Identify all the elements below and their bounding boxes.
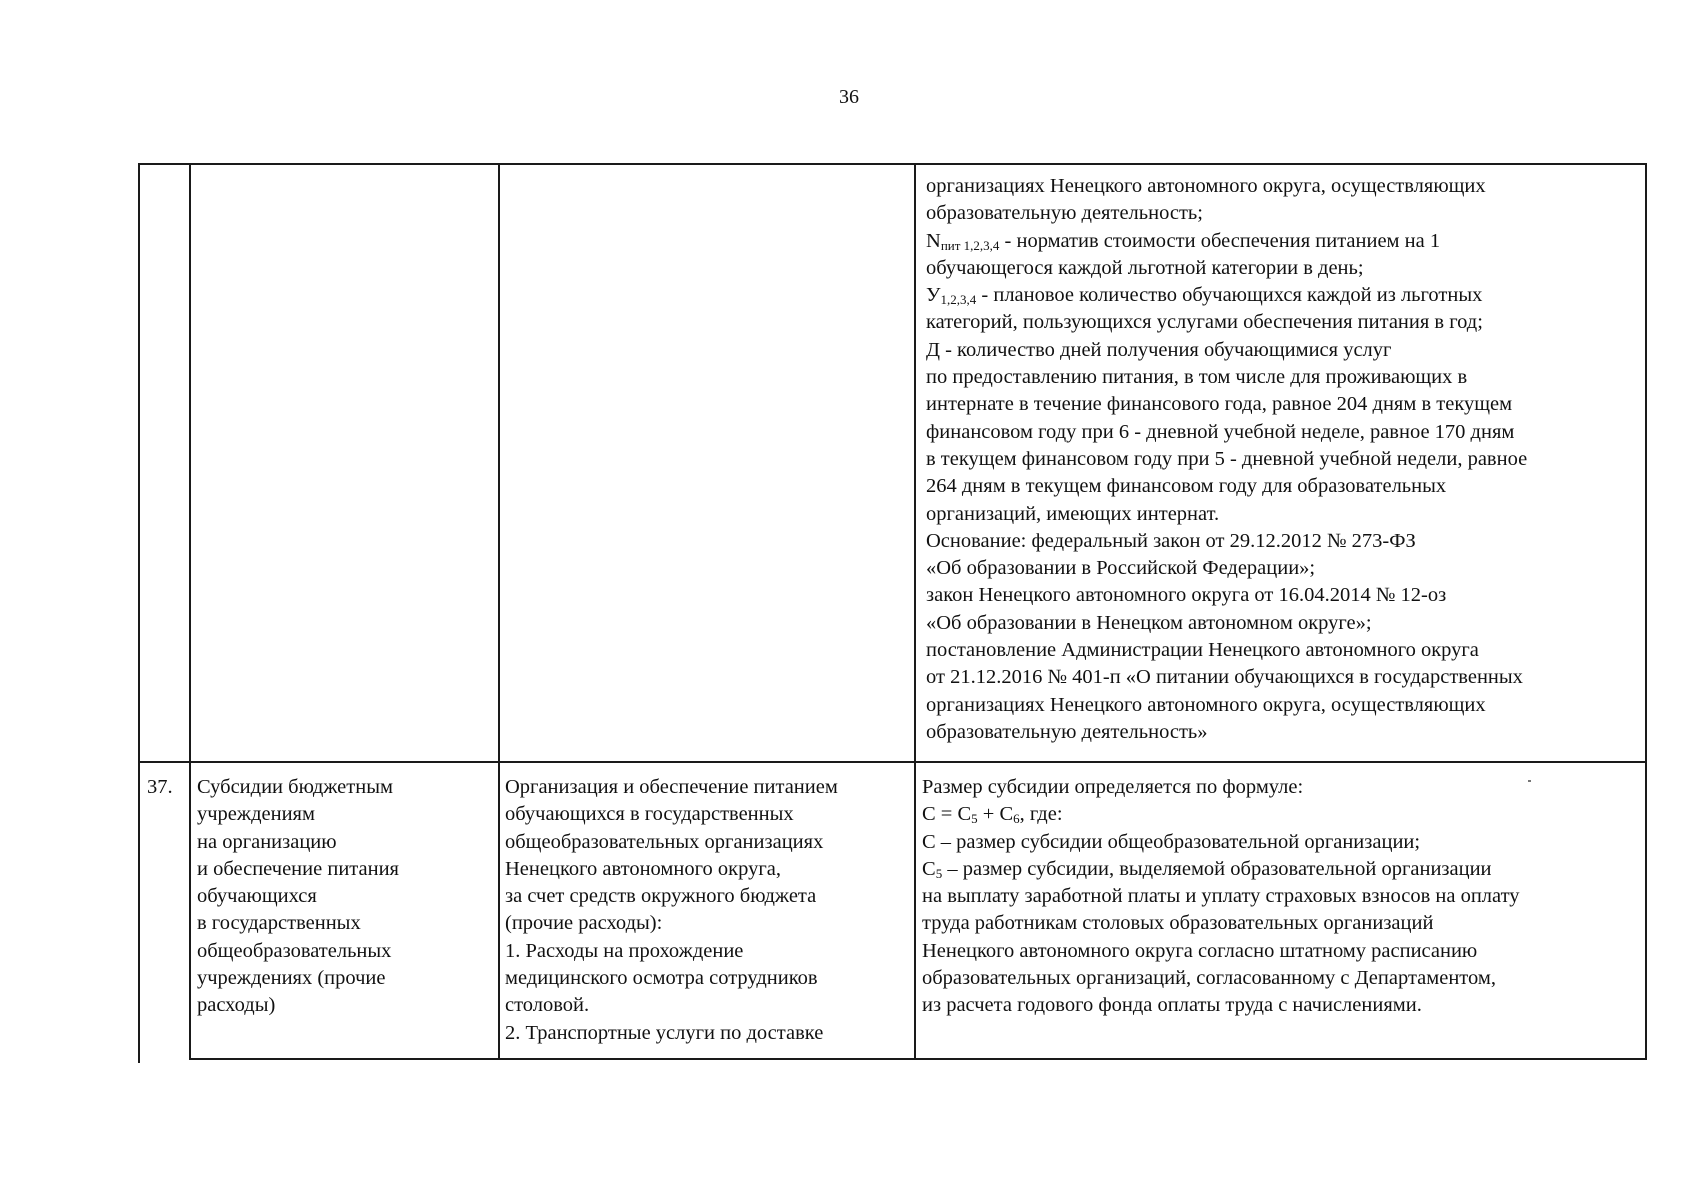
text-line: по предоставлению питания, в том числе для проживающих в bbox=[926, 366, 1468, 389]
text-line: организациях Ненецкого автономного округа, осуществляющих bbox=[926, 693, 1486, 716]
text-line: в текущем финансовом году при 5 - дневной учебной недели, равное bbox=[926, 447, 1528, 470]
text-line: организаций, имеющих интернат. bbox=[926, 502, 1220, 525]
text-line: в государственных bbox=[197, 912, 361, 935]
text-line: Организация и обеспечение питанием bbox=[505, 776, 838, 798]
column-rule bbox=[914, 163, 916, 1060]
text-line bbox=[922, 801, 1520, 828]
text-line: на выплату заработной платы и уплату страховых взносов на оплату bbox=[922, 885, 1520, 908]
row-purpose-cell bbox=[505, 774, 838, 1047]
text-line: (прочие расходы): bbox=[505, 912, 663, 935]
text-line: Субсидии бюджетным bbox=[197, 776, 393, 798]
text-line: образовательную деятельность» bbox=[926, 720, 1208, 743]
text-line: 264 дням в текущем финансовом году для образовательных bbox=[926, 475, 1447, 498]
text-line: обучающегося каждой льготной категории в день; bbox=[926, 256, 1364, 279]
text-line: общеобразовательных bbox=[197, 939, 392, 962]
text-line: общеобразовательных организациях bbox=[505, 830, 824, 853]
text-part: - норматив стоимости обеспечения питанием на 1 bbox=[999, 229, 1441, 252]
text-line: от 21.12.2016 № 401-п «О питании обучающихся в государственных bbox=[926, 666, 1523, 689]
text-line: категорий, пользующихся услугами обеспечения питания в год; bbox=[926, 311, 1483, 334]
text-line bbox=[922, 856, 1520, 883]
text-line: столовой. bbox=[505, 994, 590, 1017]
text-line: образовательных организаций, согласованному с Департаментом, bbox=[922, 967, 1496, 990]
text-line bbox=[926, 228, 1527, 255]
text-line: на организацию bbox=[197, 830, 337, 853]
text-line: за счет средств окружного бюджета bbox=[505, 885, 817, 908]
text-part: – размер субсидии, выделяемой образовательной организации bbox=[942, 857, 1492, 880]
text-line: закон Ненецкого автономного округа от 16.04.2014 № 12-оз bbox=[926, 584, 1447, 607]
text-part: + С bbox=[977, 803, 1014, 826]
text-line: Ненецкого автономного округа согласно штатному расписанию bbox=[922, 939, 1478, 962]
subscript: 5 bbox=[971, 811, 978, 827]
subscript: 1,2,3,4 bbox=[940, 292, 977, 308]
text-part: - плановое количество обучающихся каждой из льготных bbox=[976, 284, 1483, 307]
row-basis-cell bbox=[922, 774, 1520, 1020]
text-line: 1. Расходы на прохождение bbox=[505, 939, 744, 962]
table-right-border bbox=[1645, 163, 1647, 1060]
column-rule bbox=[138, 163, 140, 1063]
text-part: С bbox=[922, 857, 936, 880]
text-line: интернате в течение финансового года, равное 204 дням в текущем bbox=[926, 393, 1513, 416]
text-line: Д - количество дней получения обучающимися услуг bbox=[926, 338, 1392, 361]
subscript: 5 bbox=[935, 865, 943, 881]
table-bottom-border bbox=[189, 1058, 1647, 1060]
text-line: финансовом году при 6 - дневной учебной неделе, равное 170 дням bbox=[926, 420, 1515, 443]
text-line bbox=[926, 282, 1527, 309]
row-number: 37. bbox=[147, 776, 173, 798]
text-line: Размер субсидии определяется по формуле: bbox=[922, 776, 1304, 798]
text-line: обучающихся в государственных bbox=[505, 803, 794, 826]
column-rule bbox=[189, 163, 191, 1060]
text-line: постановление Администрации Ненецкого автономного округа bbox=[926, 639, 1479, 662]
text-line: С – размер субсидии общеобразовательной организации; bbox=[922, 830, 1421, 853]
continued-basis-cell bbox=[926, 173, 1527, 746]
text-line: из расчета годового фонда оплаты труда с начислениями. bbox=[922, 994, 1422, 1017]
text-part: С = С bbox=[922, 803, 972, 826]
text-line: и обеспечение питания bbox=[197, 857, 399, 880]
column-rule bbox=[498, 163, 500, 1060]
table-top-border bbox=[138, 163, 1647, 165]
text-line: Ненецкого автономного округа, bbox=[505, 857, 781, 880]
text-line: учреждениям bbox=[197, 803, 315, 826]
text-line: медицинского осмотра сотрудников bbox=[505, 967, 818, 990]
text-line: «Об образовании в Российской Федерации»; bbox=[926, 557, 1316, 580]
text-line: образовательную деятельность; bbox=[926, 202, 1203, 225]
subscript: пит 1,2,3,4 bbox=[940, 237, 1000, 253]
scan-speck bbox=[1528, 780, 1531, 782]
text-line: труда работникам столовых образовательных организаций bbox=[922, 912, 1434, 935]
row-separator bbox=[138, 761, 1647, 763]
text-line: «Об образовании в Ненецком автономном округе»; bbox=[926, 611, 1372, 634]
page-number: 36 bbox=[839, 86, 859, 108]
text-part: У bbox=[926, 284, 941, 307]
text-line: обучающихся bbox=[197, 885, 317, 908]
text-part: , где: bbox=[1019, 803, 1063, 826]
subscript: 6 bbox=[1013, 811, 1020, 827]
text-line: учреждениях (прочие bbox=[197, 967, 386, 990]
text-line: 2. Транспортные услуги по доставке bbox=[505, 1021, 824, 1044]
text-line: организациях Ненецкого автономного округа, осуществляющих bbox=[926, 175, 1486, 197]
text-line: Основание: федеральный закон от 29.12.2012 № 273-ФЗ bbox=[926, 529, 1416, 552]
text-line: расходы) bbox=[197, 994, 276, 1017]
row-name-cell bbox=[197, 774, 399, 1020]
text-part: N bbox=[926, 229, 941, 252]
